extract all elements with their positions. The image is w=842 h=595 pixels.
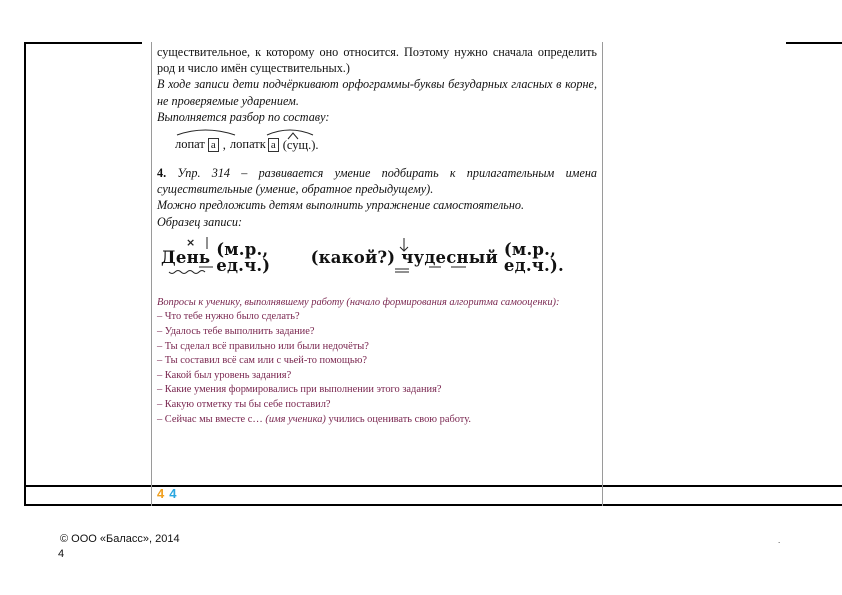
table-col-line-2 [151, 42, 152, 506]
scheme-word-1 [175, 136, 219, 153]
paragraph-orthogram: В ходе записи дети подчёркивают орфограммы-буквы безударных гласных в корне, не проверяемые ударением. [157, 77, 597, 108]
footer-copyright: © ООО «Баласс», 2014 [60, 533, 180, 545]
table-row-divider-top [24, 485, 842, 487]
question-item-last [157, 413, 597, 428]
footer-page-number: 4 [58, 548, 65, 560]
paragraph-independent-work: Можно предложить детям выполнить упражнение самостоятельно. [157, 198, 525, 213]
paragraph-noun-explanation: существительное, к которому оно относится. Поэтому нужно сначала определить род и число имён существительных.) [157, 45, 597, 76]
question-item: – Ты составил всё сам или с чьей-то помощью? [157, 355, 367, 367]
scheme-root-1: лопат [175, 137, 205, 152]
table-col-line-1 [24, 42, 26, 506]
scheme-root-2: лопатк [229, 137, 266, 152]
last-question-suffix: учились оценивать свою работу. [325, 413, 471, 425]
scheme-ending-box-2: а [268, 138, 279, 152]
scheme-part-of-speech: (сущ.). [282, 137, 319, 152]
table-col-line-3 [602, 42, 603, 506]
sample-noun: День [161, 247, 211, 267]
svg-text:×: × [186, 235, 196, 249]
sample-adjective-info: (м.р., ед.ч.). [503, 239, 564, 275]
last-question-placeholder: (имя ученика) [265, 413, 326, 425]
paragraph-sample-label: Образец записи: [157, 214, 243, 229]
table-top-border [24, 42, 142, 44]
scheme-separator: , [222, 137, 226, 152]
footer-dot: . [778, 536, 781, 545]
task-number: 4. [157, 166, 167, 181]
question-item: – Какую отметку ты бы себе поставил? [157, 398, 331, 410]
lesson-content [157, 44, 597, 427]
question-item: – Что тебе нужно было сделать? [157, 311, 300, 323]
morpheme-scheme [175, 125, 597, 165]
page-number-digit-1: 4 [157, 486, 165, 501]
self-assessment-questions [157, 296, 597, 427]
sample-adjective: чудесный [401, 247, 498, 267]
paragraph-morpheme-analysis: Выполняется разбор по составу: [157, 109, 330, 124]
question-item: – Какие умения формировались при выполнении этого задания? [157, 384, 442, 396]
question-item: – Какой был уровень задания? [157, 369, 292, 381]
question-item: – Удалось тебе выполнить задание? [157, 326, 315, 338]
colored-page-number [157, 486, 176, 501]
table-bottom-border [24, 504, 842, 506]
sample-record [161, 234, 597, 282]
sample-question: (какой?) [310, 247, 396, 267]
sample-noun-info: (м.р., ед.ч.) [216, 239, 271, 275]
questions-intro: Вопросы к ученику, выполнявшему работу (начало формирования алгоритма самооценки): [157, 296, 560, 308]
table-top-border-right [786, 42, 842, 44]
paragraph-task [157, 165, 597, 197]
question-item: – Ты сделал всё правильно или были недочёты? [157, 340, 369, 352]
task-text: Упр. 314 – развивается умение подбирать к прилагательным имена существительные (умение, обратное предыдущему). [157, 166, 598, 197]
page-number-digit-2: 4 [169, 486, 177, 501]
scheme-word-2 [230, 136, 279, 153]
last-question-prefix: – Сейчас мы вместе с… [157, 413, 266, 425]
scheme-ending-box-1: а [208, 138, 219, 152]
